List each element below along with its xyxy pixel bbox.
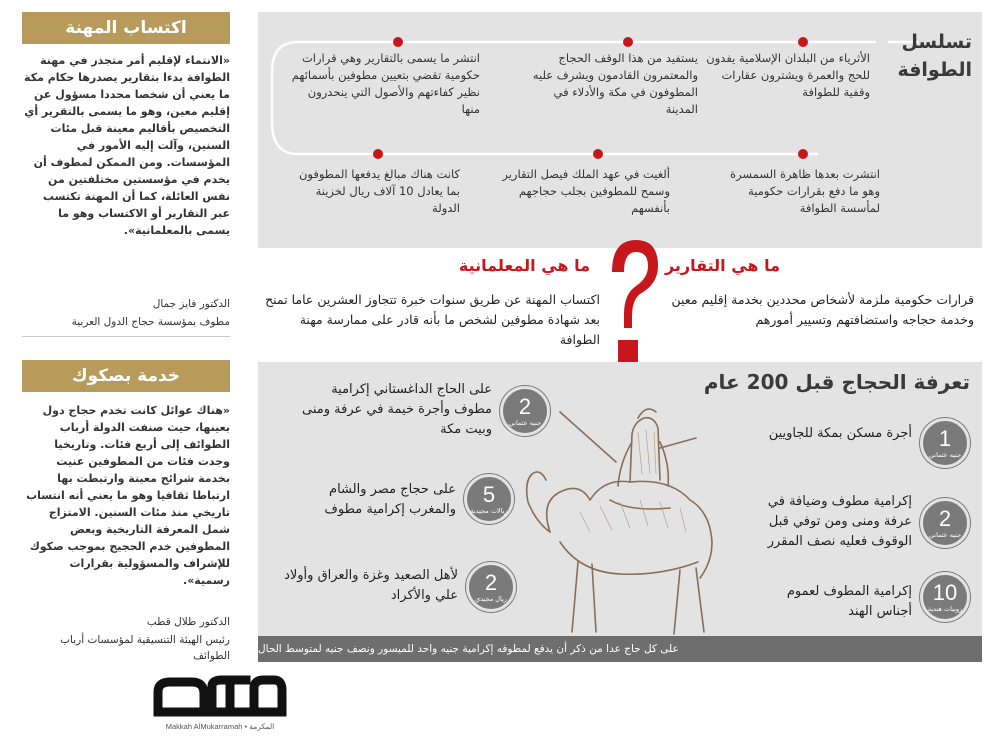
tariff-currency: ريالات مجيدية [470,507,508,515]
q1-text: قرارات حكومية ملزمة لأشخاص محددين بخدمة إقليم معين وخدمة حجاجه واستضافتهم وتسيير أمورهم [671,292,974,327]
box2-author-name: الدكتور طلال قطب [146,616,230,628]
tariff-item-text: لأهل الصعيد وغزة والعراق وأولاد علي والأكراد [284,568,458,603]
tariff-amount: 2 [518,394,532,419]
divider [22,336,230,337]
camel-rider-illustration [520,382,750,642]
tariff-item-text: على الحاج الداغستاني إكرامية مطوف وأجرة خيمة في عرفة ومنى وبيت مكة [302,382,492,437]
timeline-item: انتشرت بعدها ظاهرة السمسرة وهو ما دفع بقرارات حكومية لمأسسة الطوافة [730,167,880,215]
tariff-amount-badge [500,386,550,436]
makkah-logo [150,672,290,738]
tariff-amount-badge [920,418,970,468]
tariff-footnote: على كل حاج عدا من ذكر أن يدفع لمطوفه إكرامية جنيه واحد للميسور ونصف جنيه لمتوسط الحال [258,636,982,662]
tariff-title: تعرفة الحجاج قبل 200 عام [703,370,970,394]
logo-caption: Makkah AlMukarramah • المكرمة [165,722,275,731]
q2-title: ما هي المعلمانية [458,256,590,275]
tariff-amount-badge [920,572,970,622]
timeline-dot [593,149,603,159]
box2-author-role: رئيس الهيئة التنسيقية لمؤسسات أرباب الطوائف [60,634,230,662]
box1-author-role: مطوف بمؤسسة حجاج الدول العربية [71,316,230,328]
tariff-amount: 5 [482,482,496,507]
tariff-currency: جنيه عثماني [508,419,542,427]
timeline-dot [393,37,403,47]
makkah-logo-icon [150,672,290,720]
tariff-currency: جنيه عثماني [928,531,962,539]
tariff-currency: جنيه عثماني [928,451,962,459]
box1-quote: «الانتماء لإقليم أمر متجذر في مهنة الطوافة بدءا بتقارير يصدرها حكام مكة ما يعني أن شخصا محددا مسؤول عن إقليم معين، وهو ما يسمى بالتقرير أي التخصيص بأقاليم معينة قبل مئات السنين، وآلت إليه الأمور في المؤسسات. ومن الممكن لمطوف أن يخدم في مؤسستين مختلفتين من نفس العائلة، كما أن المهنة تكتسب عبر التقارير أو الاكتساب وهو ما يسمى بالمعلمانية». [24,54,230,237]
q1-title: ما هي التقارير [664,256,780,275]
box1-title: اكتساب المهنة [22,12,230,44]
question-mark-icon [602,232,664,372]
timeline-item: الأثرياء من البلدان الإسلامية يفدون للحج والعمرة ويشترون عقارات وقفية للطوافة [706,51,870,99]
tariff-amount: 10 [932,580,958,605]
timeline-dot [373,149,383,159]
tariff-currency: روبيات هندية [927,605,963,613]
tariff-currency: ريال مجيدي [475,595,507,603]
timeline-dot [798,37,808,47]
tariff-item-text: إكرامية المطوف لعموم أجناس الهند [786,584,912,619]
tariff-amount-badge [466,562,516,612]
timeline-item: يستفيد من هذا الوقف الحجاج والمعتمرون القادمون ويشرف عليه المطوفون في مكة والأدلاء في المدينة [532,51,698,116]
tariff-item-text: على حجاج مصر والشام والمغرب إكرامية مطوف [324,482,456,517]
box2-quote: «هناك عوائل كانت تخدم حجاج دول بعينها، حيث صنفت الدولة أرباب الطوائف إلى أربع فئات. وتاريخيا وجدت فئات من المطوفين عنيت بخدمة شرائح معينة وارتبطت بها ارتباطا ثقافيا وهو ما يعني أنه انتساب تاريخي منذ مئات السنين. الامتزاج شمل المعرفة التاريخية وبعض المطوفين خدم الحجيج بموجب صكوك للإشراف والمسؤولية بقرارات رسمية». [26,404,230,587]
tariff-item-text: إكرامية مطوف وضيافة في عرفة ومنى ومن توفي قبل الوقوف فعليه نصف المقرر [767,494,912,549]
timeline-item: ألغيت في عهد الملك فيصل التقارير وسمح للمطوفين بجلب حجاجهم بأنفسهم [502,167,670,215]
tariff-amount: 2 [484,570,498,595]
box1-author-name: الدكتور فايز جمال [152,298,230,310]
tariff-amount: 2 [938,506,952,531]
q2-text: اكتساب المهنة عن طريق سنوات خبرة تتجاوز العشرين عاما تمنح بعد شهادة مطوفين لشخص ما بأنه قادر على ممارسة مهنة الطوافة [265,292,600,347]
tariff-amount-badge [920,498,970,548]
tariff-amount-badge [464,474,514,524]
timeline-dot [798,149,808,159]
timeline-item: كانت هناك مبالغ يدفعها المطوفون بما يعادل 10 آلاف ريال لخزينة الدولة [298,167,460,215]
tariff-item-text: أجرة مسكن بمكة للجاويين [768,426,912,441]
timeline-title: تسلسل الطوافة [897,31,972,81]
timeline-dot [623,37,633,47]
box2-title: خدمة بصكوك [22,360,230,392]
tariff-amount: 1 [938,426,952,451]
timeline-item: انتشر ما يسمى بالتقارير وهي قرارات حكومية تقضي بتعيين مطوفين بأسمائهم نظير كفاءتهم والأصول التي ينحدرون منها [291,51,480,116]
